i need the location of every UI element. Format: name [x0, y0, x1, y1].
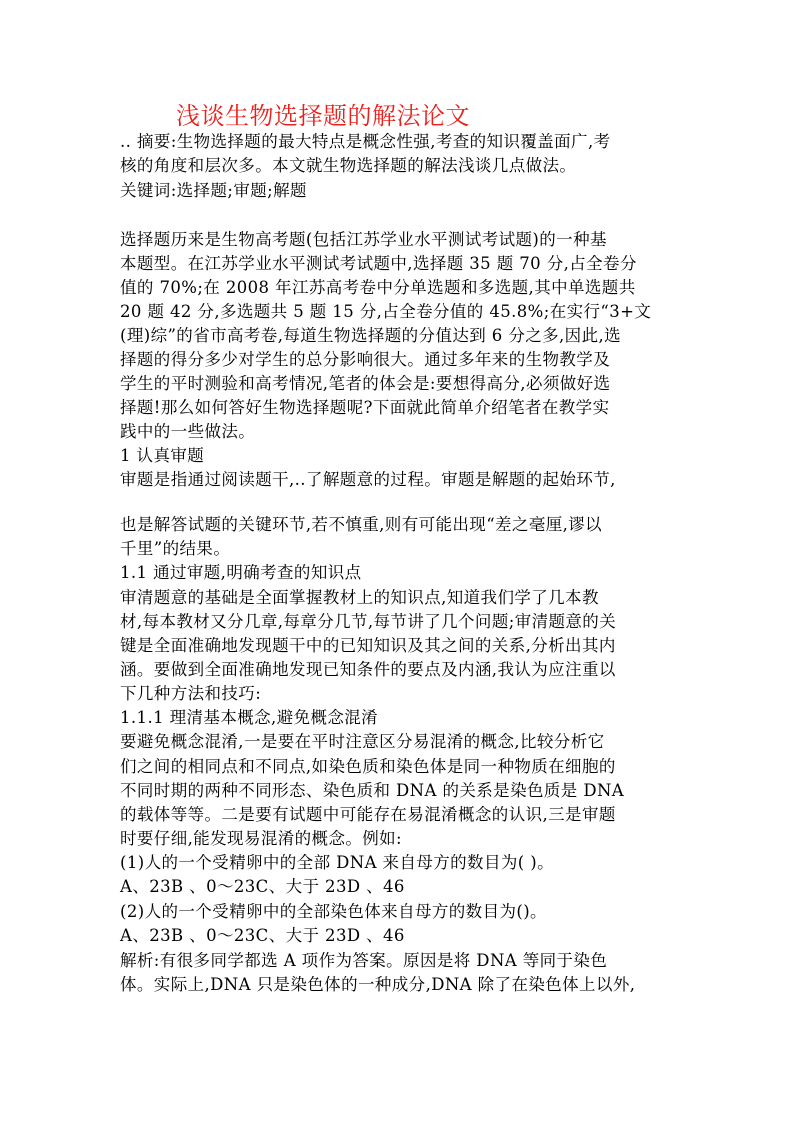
text-line: .. 摘要:生物选择题的最大特点是概念性强,考查的知识覆盖面广,考: [120, 132, 611, 151]
text-line: 1.1.1 理清基本概念,避免概念混淆: [120, 708, 379, 727]
text-line: 选择题历来是生物高考题(包括江苏学业水平测试考试题)的一种基: [120, 230, 607, 249]
text-line: 解析:有很多同学都选 A 项作为答案。原因是将 DNA 等同于染色: [120, 951, 608, 970]
text-line: 学生的平时测验和高考情况,笔者的体会是:要想得高分,必须做好选: [120, 374, 611, 393]
text-line: 们之间的相同点和不同点,如染色质和染色体是同一种物质在细胞的: [120, 757, 616, 776]
text-line: 材,每本教材又分几章,每章分几节,每节讲了几个问题;审清题意的关: [120, 612, 617, 631]
text-line: 千里”的结果。: [120, 539, 231, 558]
text-line: 20 题 42 分,多选题共 5 题 15 分,占全卷分值的 45.8%;在实行“3+文: [120, 302, 652, 321]
text-line: (理)综”的省市高考卷,每道生物选择题的分值达到 6 分之多,因此,选: [120, 326, 622, 345]
text-line: 择题的得分多少对学生的总分影响很大。通过多年来的生物教学及: [120, 350, 611, 369]
text-line: (2)人的一个受精卵中的全部染色体来自母方的数目为()。: [120, 902, 547, 921]
text-line: 时要仔细,能发现易混淆的概念。例如:: [120, 829, 403, 848]
text-line: (1)人的一个受精卵中的全部 DNA 来自母方的数目为( )。: [120, 853, 554, 872]
text-line: 践中的一些做法。: [120, 422, 256, 441]
text-line: A、23B 、0～23C、大于 23D 、46: [120, 877, 405, 896]
text-line: 体。实际上,DNA 只是染色体的一种成分,DNA 除了在染色体上以外,: [120, 975, 636, 994]
text-line: 要避免概念混淆,一是要在平时注意区分易混淆的概念,比较分析它: [120, 732, 605, 751]
text-line: 值的 70%;在 2008 年江苏高考卷中分单选题和多选题,其中单选题共: [120, 278, 636, 297]
text-line: 关键词:选择题;审题;解题: [120, 181, 307, 200]
text-line: 审清题意的基础是全面掌握教材上的知识点,知道我们学了几本教: [120, 588, 599, 607]
text-line: 不同时期的两种不同形态、染色质和 DNA 的关系是染色质是 DNA: [120, 781, 625, 800]
text-line: 审题是指通过阅读题干,..了解题意的过程。审题是解题的起始环节,: [120, 470, 616, 489]
text-line: 择题!那么如何答好生物选择题呢?下面就此简单介绍笔者在教学实: [120, 398, 610, 417]
text-line: 1.1 通过审题,明确考查的知识点: [120, 563, 362, 582]
text-line: 下几种方法和技巧:: [120, 684, 262, 703]
text-line: 1 认真审题: [120, 446, 205, 465]
text-line: 核的角度和层次多。本文就生物选择题的解法浅谈几点做法。: [120, 156, 577, 175]
text-line: 本题型。在江苏学业水平测试考试题中,选择题 35 题 70 分,占全卷分: [120, 254, 637, 273]
text-line: 的载体等等。二是要有试题中可能存在易混淆概念的认识,三是审题: [120, 805, 616, 824]
text-line: 也是解答试题的关键环节,若不慎重,则有可能出现“差之毫厘,谬以: [120, 515, 603, 534]
text-line: 涵。要做到全面准确地发现已知条件的要点及内涵,我认为应注重以: [120, 660, 616, 679]
text-line: 键是全面准确地发现题干中的已知知识及其之间的关系,分析出其内: [120, 636, 616, 655]
document-title: 浅谈生物选择题的解法论文: [176, 102, 470, 130]
text-line: A、23B 、0～23C、大于 23D 、46: [120, 926, 405, 945]
